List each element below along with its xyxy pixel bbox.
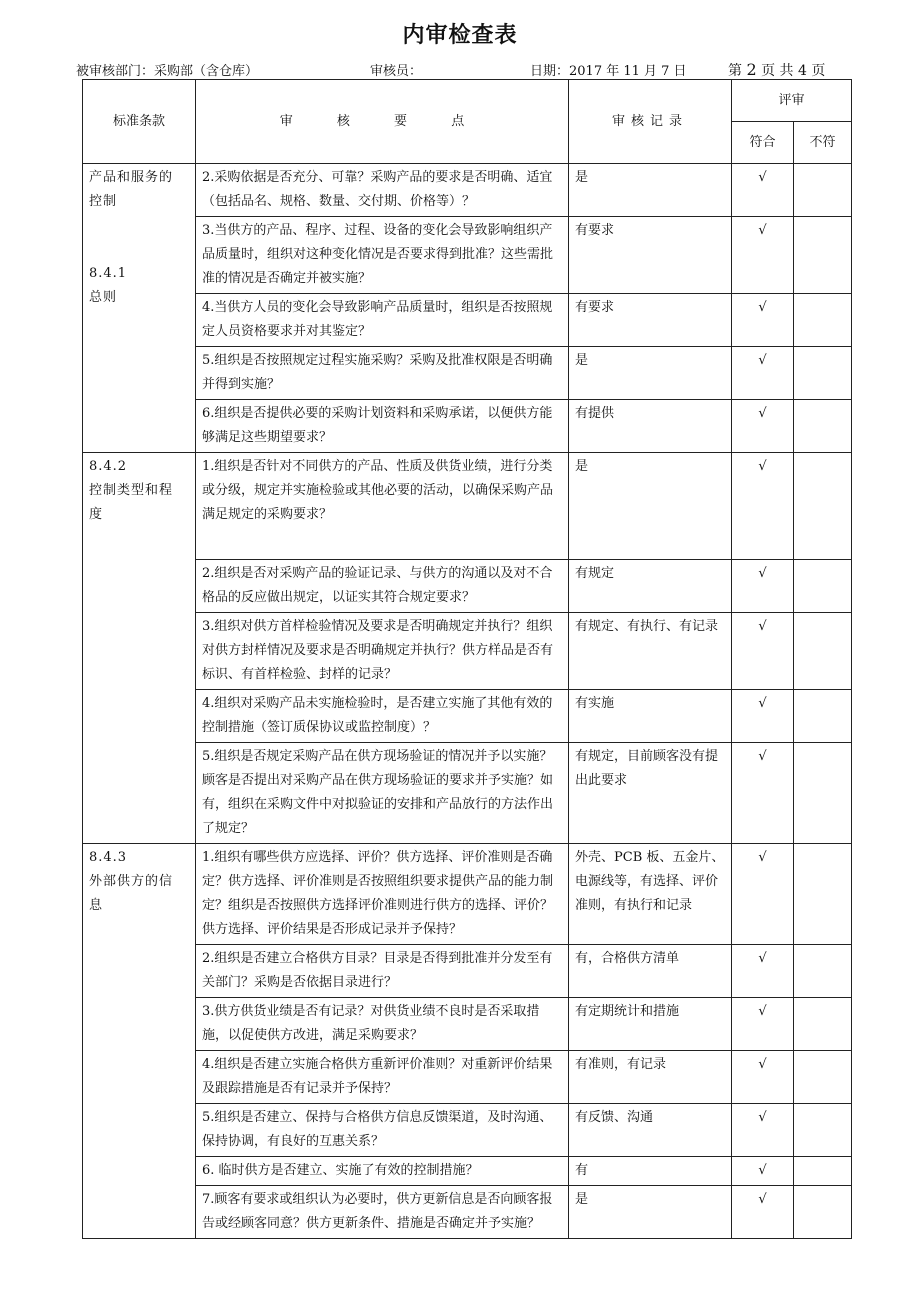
audit-record-cell: 有要求 xyxy=(569,217,732,294)
audited-department: 被审核部门：采购部（含仓库） xyxy=(76,64,259,79)
clause-line: 控制类型和程 xyxy=(89,483,174,498)
audit-record-cell: 有规定，目前顾客没有提出此要求 xyxy=(569,743,732,844)
auditor-label: 审核员： xyxy=(370,64,423,79)
audit-point-cell xyxy=(196,400,569,453)
nonconform-mark xyxy=(794,1157,852,1186)
nonconform-mark xyxy=(794,1186,852,1239)
audit-record-cell: 是 xyxy=(569,1186,732,1239)
audit-point-text: 1.组织是否针对不同供方的产品、性质及供货业绩，进行分类或分级，规定并实施检验或其他必要的活动，以确保采购产品满足规定的采购要求？ xyxy=(202,459,554,522)
table-row xyxy=(83,844,852,945)
nonconform-mark xyxy=(794,998,852,1051)
nonconform-mark xyxy=(794,560,852,613)
header-clause: 标准条款 xyxy=(83,80,196,164)
audit-record-cell: 是 xyxy=(569,164,732,217)
table-row xyxy=(83,1051,852,1104)
conform-mark: √ xyxy=(732,347,794,400)
audit-record-cell: 有要求 xyxy=(569,294,732,347)
clause-line: 总则 xyxy=(89,290,118,305)
nonconform-mark xyxy=(794,347,852,400)
conform-mark: √ xyxy=(732,743,794,844)
conform-mark: √ xyxy=(732,1186,794,1239)
nonconform-mark xyxy=(794,217,852,294)
table-row xyxy=(83,998,852,1051)
table-row xyxy=(83,164,852,217)
clause-line xyxy=(89,214,189,238)
audit-point-cell xyxy=(196,690,569,743)
conform-mark: √ xyxy=(732,945,794,998)
audit-point-cell xyxy=(196,1104,569,1157)
nonconform-mark xyxy=(794,453,852,560)
clause-line: 外部供方的信 xyxy=(89,874,174,889)
clause-line xyxy=(89,238,189,262)
audit-point-text: 2.采购依据是否充分、可靠？采购产品的要求是否明确、适宜（包括品名、规格、数量、交付期、价格等）？ xyxy=(202,170,553,209)
audit-record-cell: 有，合格供方清单 xyxy=(569,945,732,998)
clause-line: 产品和服务的 xyxy=(89,170,174,185)
nonconform-mark xyxy=(794,613,852,690)
audit-record-cell: 是 xyxy=(569,453,732,560)
audit-point-text: 2.组织是否建立合格供方目录？目录是否得到批准并分发至有关部门？采购是否依据目录进行？ xyxy=(202,951,553,990)
checklist-body xyxy=(83,164,852,1239)
page-number: 2 xyxy=(746,60,757,79)
audit-point-cell xyxy=(196,294,569,347)
clause-cell xyxy=(83,164,196,453)
clause-cell xyxy=(83,453,196,844)
clause-line: 控制 xyxy=(89,194,118,209)
table-row xyxy=(83,1157,852,1186)
audit-point-text: 3.当供方的产品、程序、过程、设备的变化会导致影响组织产品质量时，组织对这种变化情况是否要求得到批准？这些需批准的情况是否确定并被实施？ xyxy=(202,223,554,286)
clause-line: 度 xyxy=(89,507,104,522)
audit-point-text: 5.组织是否按照规定过程实施采购？采购及批准权限是否明确并得到实施？ xyxy=(202,353,553,392)
audit-point-cell xyxy=(196,743,569,844)
audit-point-text: 3.供方供货业绩是否有记录？对供货业绩不良时是否采取措施，以促使供方改进，满足采购要求？ xyxy=(202,1004,540,1043)
audit-point-text: 6.组织是否提供必要的采购计划资料和采购承诺，以便供方能够满足这些期望要求？ xyxy=(202,406,553,445)
audit-point-text: 3.组织对供方首样检验情况及要求是否明确规定并执行？组织对供方封样情况及要求是否明确规定并执行？供方样品是否有标识、有首样检验、封样的记录？ xyxy=(202,619,554,682)
audit-point-text: 1.组织有哪些供方应选择、评价？供方选择、评价准则是否确定？供方选择、评价准则是否按照组织要求提供产品的能力制定？组织是否按照供方选择评价准则进行供方的选择、评价？供方选择、评价结果是否形成记录并予保持？ xyxy=(202,850,554,937)
clause-line: 息 xyxy=(89,898,104,913)
table-row xyxy=(83,1104,852,1157)
conform-mark: √ xyxy=(732,294,794,347)
audit-point-cell xyxy=(196,347,569,400)
audit-point-cell xyxy=(196,844,569,945)
conform-mark: √ xyxy=(732,217,794,294)
clause-line: 8.4.2 xyxy=(89,459,128,474)
table-row xyxy=(83,347,852,400)
conform-mark: √ xyxy=(732,998,794,1051)
audit-point-cell xyxy=(196,613,569,690)
audit-record-cell: 有实施 xyxy=(569,690,732,743)
document-title: 内审检查表 xyxy=(402,23,518,48)
audit-point-text: 5.组织是否建立、保持与合格供方信息反馈渠道，及时沟通、保持协调，有良好的互惠关系？ xyxy=(202,1110,553,1149)
nonconform-mark xyxy=(794,164,852,217)
header-audit-record: 审核记录 xyxy=(569,80,732,164)
nonconform-mark xyxy=(794,400,852,453)
audit-point-text: 7.顾客有要求或组织认为必要时，供方更新信息是否向顾客报告或经顾客同意？供方更新条件、措施是否确定并予实施？ xyxy=(202,1192,553,1231)
conform-mark: √ xyxy=(732,453,794,560)
audit-point-cell xyxy=(196,945,569,998)
audit-record-cell: 有反馈、沟通 xyxy=(569,1104,732,1157)
table-row xyxy=(83,613,852,690)
audit-record-cell: 有准则，有记录 xyxy=(569,1051,732,1104)
audit-point-cell xyxy=(196,560,569,613)
clause-cell xyxy=(83,844,196,1239)
audit-point-cell xyxy=(196,453,569,560)
audit-point-text: 6. 临时供方是否建立、实施了有效的控制措施？ xyxy=(202,1163,479,1178)
clause-line: 8.4.3 xyxy=(89,850,128,865)
audit-record-cell: 外壳、PCB 板、五金片、电源线等，有选择、评价准则，有执行和记录 xyxy=(569,844,732,945)
nonconform-mark xyxy=(794,743,852,844)
header-audit-points: 审 核 要 点 xyxy=(196,80,569,164)
audit-record-cell: 有规定、有执行、有记录 xyxy=(569,613,732,690)
audit-point-cell xyxy=(196,998,569,1051)
conform-mark: √ xyxy=(732,613,794,690)
conform-mark: √ xyxy=(732,1157,794,1186)
conform-mark: √ xyxy=(732,844,794,945)
table-row xyxy=(83,217,852,294)
conform-mark: √ xyxy=(732,560,794,613)
conform-mark: √ xyxy=(732,690,794,743)
audit-point-text: 2.组织是否对采购产品的验证记录、与供方的沟通以及对不合格品的反应做出规定，以证实其符合规定要求？ xyxy=(202,566,553,605)
audit-point-cell xyxy=(196,164,569,217)
conform-mark: √ xyxy=(732,400,794,453)
clause-line: 8.4.1 xyxy=(89,266,128,281)
nonconform-mark xyxy=(794,294,852,347)
table-row xyxy=(83,945,852,998)
audit-checklist-table xyxy=(82,79,852,1239)
nonconform-mark xyxy=(794,844,852,945)
conform-mark: √ xyxy=(732,1051,794,1104)
audit-record-cell: 有提供 xyxy=(569,400,732,453)
audit-point-cell xyxy=(196,1051,569,1104)
audit-point-cell xyxy=(196,1157,569,1186)
nonconform-mark xyxy=(794,945,852,998)
table-row xyxy=(83,743,852,844)
audit-record-cell: 是 xyxy=(569,347,732,400)
audit-point-text: 5.组织是否规定采购产品在供方现场验证的情况并予以实施？顾客是否提出对采购产品在供方现场验证的要求并予实施？如有，组织在采购文件中对拟验证的安排和产品放行的方法作出了规定？ xyxy=(202,749,554,836)
page-mid: 页 共 xyxy=(761,63,794,79)
header-conform: 符合 xyxy=(732,122,794,164)
conform-mark: √ xyxy=(732,164,794,217)
nonconform-mark xyxy=(794,690,852,743)
audit-record-cell: 有 xyxy=(569,1157,732,1186)
audit-point-text: 4.当供方人员的变化会导致影响产品质量时，组织是否按照规定人员资格要求并对其鉴定？ xyxy=(202,300,553,339)
table-row xyxy=(83,294,852,347)
nonconform-mark xyxy=(794,1104,852,1157)
table-row xyxy=(83,690,852,743)
audit-point-text: 4.组织对采购产品未实施检验时，是否建立实施了其他有效的控制措施（签订质保协议或监控制度）？ xyxy=(202,696,553,735)
audit-date: 日期：2017 年 11 月 7 日 xyxy=(530,64,687,79)
audit-record-cell: 有规定 xyxy=(569,560,732,613)
conform-mark: √ xyxy=(732,1104,794,1157)
audit-record-cell: 有定期统计和措施 xyxy=(569,998,732,1051)
table-row xyxy=(83,453,852,560)
audit-point-cell xyxy=(196,217,569,294)
page-total: 4 xyxy=(798,63,807,79)
header-evaluation: 评审 xyxy=(732,80,852,122)
page-indicator xyxy=(728,60,825,80)
header-nonconform: 不符 xyxy=(794,122,852,164)
nonconform-mark xyxy=(794,1051,852,1104)
table-row xyxy=(83,400,852,453)
page-prefix: 第 xyxy=(728,63,742,79)
table-row xyxy=(83,1186,852,1239)
page-suffix: 页 xyxy=(811,63,826,79)
table-row xyxy=(83,560,852,613)
audit-point-cell xyxy=(196,1186,569,1239)
audit-point-text: 4.组织是否建立实施合格供方重新评价准则？对重新评价结果及跟踪措施是否有记录并予保持？ xyxy=(202,1057,553,1096)
